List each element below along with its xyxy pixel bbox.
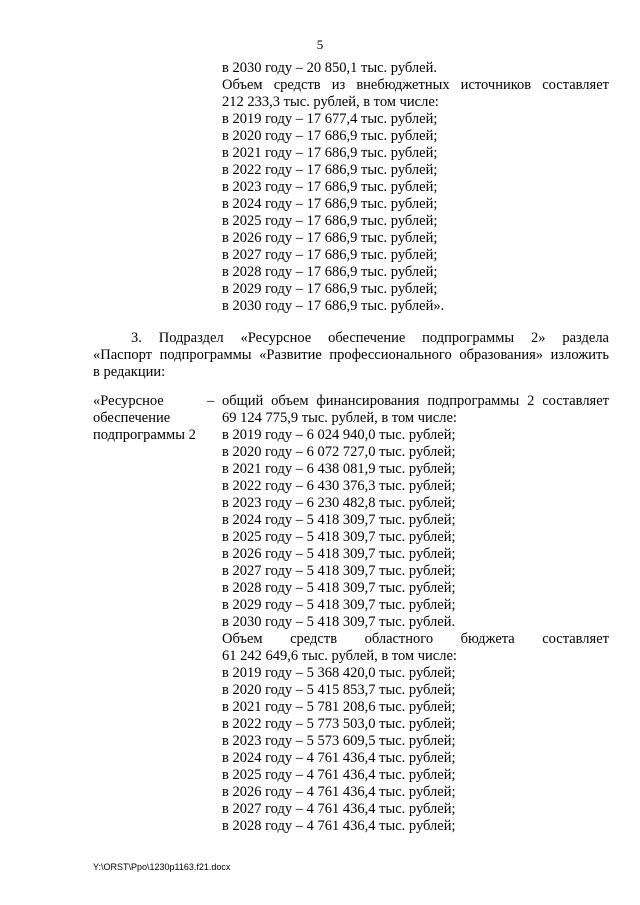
text-line: в 2028 году – 17 686,9 тыс. рублей; <box>222 264 438 280</box>
text-line: в 2021 году – 17 686,9 тыс. рублей; <box>222 145 438 161</box>
dash-separator: – <box>207 393 215 409</box>
table-label: «Ресурсное <box>93 393 164 409</box>
text-line: в 2022 году – 5 773 503,0 тыс. рублей; <box>222 716 456 732</box>
text-line: 69 124 775,9 тыс. рублей, в том числе: <box>222 410 457 426</box>
text-line: в 2026 году – 17 686,9 тыс. рублей; <box>222 230 438 246</box>
text-line: в 2020 году – 5 415 853,7 тыс. рублей; <box>222 682 456 698</box>
text-line: в 2019 году – 17 677,4 тыс. рублей; <box>222 111 438 127</box>
text-line: в 2024 году – 17 686,9 тыс. рублей; <box>222 196 438 212</box>
text-line: 61 242 649,6 тыс. рублей, в том числе: <box>222 648 457 664</box>
text-line: Объем средств из внебюджетных источников составляет <box>222 77 609 93</box>
text-line: в 2026 году – 5 418 309,7 тыс. рублей; <box>222 546 456 562</box>
text-line: в 2028 году – 4 761 436,4 тыс. рублей; <box>222 818 456 834</box>
text-line: в 2030 году – 5 418 309,7 тыс. рублей. <box>222 614 456 630</box>
text-line: Объем средств областного бюджета составляет <box>222 631 609 647</box>
paragraph-line: «Паспорт подпрограммы «Развитие профессионального образования» изложить <box>93 347 609 363</box>
text-line: в 2029 году – 5 418 309,7 тыс. рублей; <box>222 597 456 613</box>
text-line: в 2027 году – 5 418 309,7 тыс. рублей; <box>222 563 456 579</box>
text-line: в 2020 году – 6 072 727,0 тыс. рублей; <box>222 444 456 460</box>
text-line: в 2025 году – 4 761 436,4 тыс. рублей; <box>222 767 456 783</box>
text-line: в 2019 году – 6 024 940,0 тыс. рублей; <box>222 427 456 443</box>
file-path-footer: Y:\ORST\Ppo\1230p1163.f21.docx <box>93 862 231 872</box>
text-line: в 2028 году – 5 418 309,7 тыс. рублей; <box>222 580 456 596</box>
table-label: подпрограммы 2 <box>93 427 196 443</box>
text-line: в 2025 году – 17 686,9 тыс. рублей; <box>222 213 438 229</box>
text-line: в 2023 году – 17 686,9 тыс. рублей; <box>222 179 438 195</box>
text-line: в 2027 году – 4 761 436,4 тыс. рублей; <box>222 801 456 817</box>
text-line: в 2022 году – 17 686,9 тыс. рублей; <box>222 162 438 178</box>
paragraph-line: в редакции: <box>93 364 166 380</box>
text-line: 212 233,3 тыс. рублей, в том числе: <box>222 94 439 110</box>
page-number: 5 <box>316 37 324 52</box>
text-line: в 2020 году – 17 686,9 тыс. рублей; <box>222 128 438 144</box>
text-line: в 2023 году – 6 230 482,8 тыс. рублей; <box>222 495 456 511</box>
text-line: в 2030 году – 20 850,1 тыс. рублей. <box>222 60 437 76</box>
text-line: в 2025 году – 5 418 309,7 тыс. рублей; <box>222 529 456 545</box>
text-line: в 2026 году – 4 761 436,4 тыс. рублей; <box>222 784 456 800</box>
text-line: в 2019 году – 5 368 420,0 тыс. рублей; <box>222 665 456 681</box>
text-line: в 2021 году – 6 438 081,9 тыс. рублей; <box>222 461 456 477</box>
text-line: в 2024 году – 5 418 309,7 тыс. рублей; <box>222 512 456 528</box>
text-line: в 2024 году – 4 761 436,4 тыс. рублей; <box>222 750 456 766</box>
text-line: в 2027 году – 17 686,9 тыс. рублей; <box>222 247 438 263</box>
text-line: в 2022 году – 6 430 376,3 тыс. рублей; <box>222 478 456 494</box>
text-line: в 2030 году – 17 686,9 тыс. рублей». <box>222 298 445 314</box>
text-line: общий объем финансирования подпрограммы 2 составляет <box>222 393 609 409</box>
table-label: обеспечение <box>93 410 171 426</box>
text-line: в 2021 году – 5 781 208,6 тыс. рублей; <box>222 699 456 715</box>
paragraph-line: 3. Подраздел «Ресурсное обеспечение подпрограммы 2» раздела <box>131 330 609 346</box>
text-line: в 2029 году – 17 686,9 тыс. рублей; <box>222 281 438 297</box>
text-line: в 2023 году – 5 573 609,5 тыс. рублей; <box>222 733 456 749</box>
